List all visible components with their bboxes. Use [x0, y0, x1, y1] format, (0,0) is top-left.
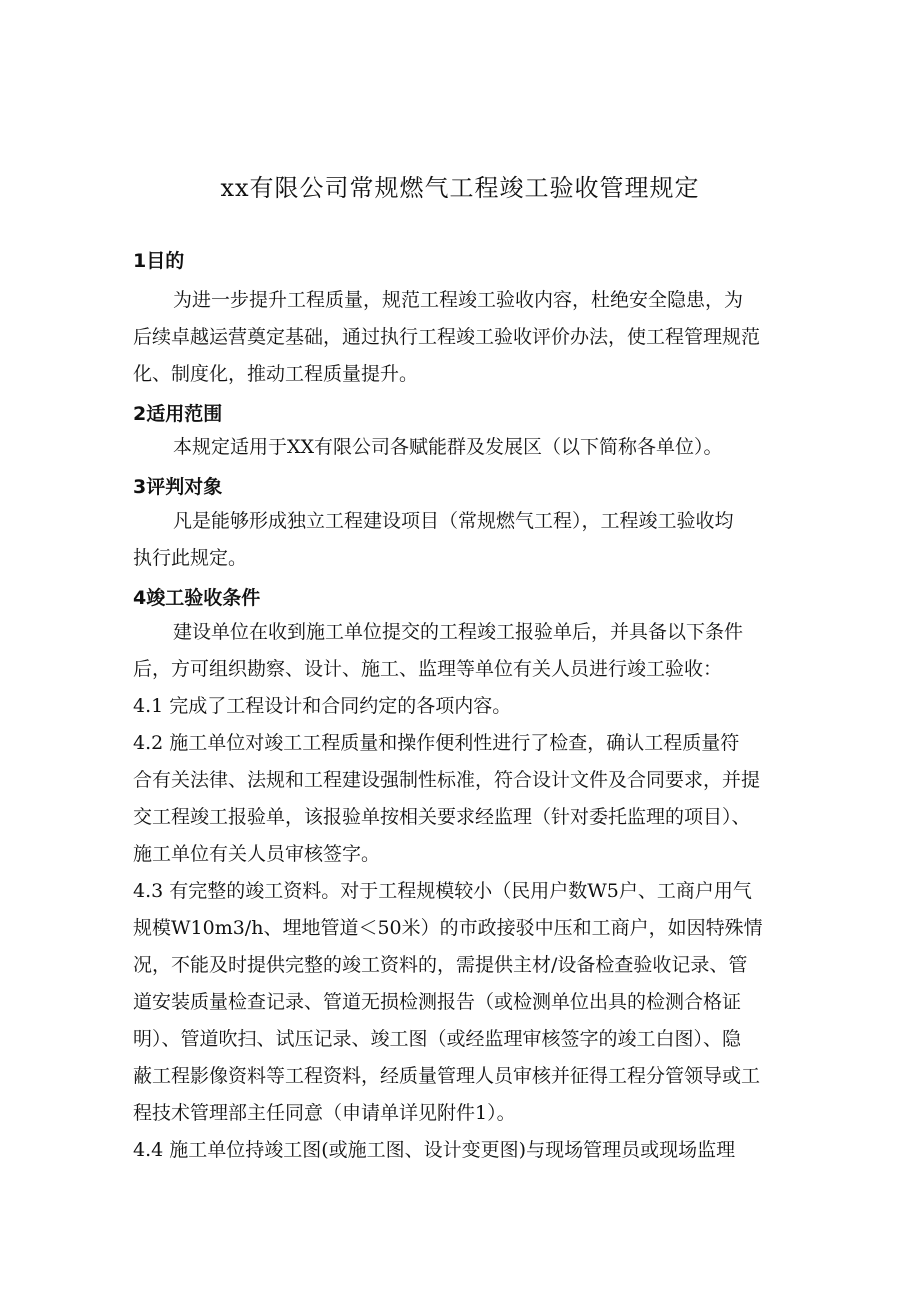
paragraph-line: 交工程竣工报验单，该报验单按相关要求经监理（针对委托监理的项目）、: [133, 806, 751, 828]
paragraph-line: 施工单位有关人员审核签字。: [133, 843, 381, 865]
paragraph-line: 执行此规定。: [133, 547, 248, 569]
section-body-subject: [133, 503, 793, 577]
paragraph-line: 明）、管道吹扫、试压记录、竣工图（或经监理审核签字的竣工白图）、隐: [133, 1028, 742, 1050]
paragraph-line: 后，方可组织勘察、设计、施工、监理等单位有关人员进行竣工验收：: [133, 658, 723, 680]
paragraph-line: 合有关法律、法规和工程建设强制性标准，符合设计文件及合同要求，并提: [133, 769, 761, 791]
paragraph-line: 蔽工程影像资料等工程资料，经质量管理人员审核并征得工程分管领导或工: [133, 1065, 761, 1087]
section-body-scope: [133, 429, 793, 466]
section-heading-scope: 2适用范围: [133, 403, 223, 425]
paragraph-line: 况，不能及时提供完整的竣工资料的，需提供主材/设备检查验收记录、管: [133, 954, 748, 976]
paragraph-line: 后续卓越运营奠定基础，通过执行工程竣工验收评价办法，使工程管理规范: [133, 326, 761, 348]
clause-4-4: 4.4 施工单位持竣工图(或施工图、设计变更图)与现场管理员或现场监理: [133, 1139, 736, 1161]
clause-4-3: 4.3 有完整的竣工资料。对于工程规模较小（民用户数W5户、工商户用气: [133, 880, 752, 902]
paragraph-line: 规模W10m3/h、埋地管道＜50米）的市政接驳中压和工商户，如因特殊情: [133, 917, 763, 939]
paragraph-line: 程技术管理部主任同意（申请单详见附件1）。: [133, 1102, 516, 1124]
clause-4-2: 4.2 施工单位对竣工工程质量和操作便利性进行了检查，确认工程质量符: [133, 732, 740, 754]
section-heading-subject: 3评判对象: [133, 476, 223, 498]
paragraph-line: 道安装质量检查记录、管道无损检测报告（或检测单位出具的检测合格证: [133, 991, 742, 1013]
section-body-purpose: [133, 282, 793, 393]
paragraph-line: 为进一步提升工程质量，规范工程竣工验收内容，杜绝安全隐患，为: [173, 289, 744, 311]
paragraph-line: 化、制度化，推动工程质量提升。: [133, 363, 419, 385]
section-heading-conditions: 4竣工验收条件: [133, 587, 261, 609]
paragraph-line: 建设单位在收到施工单位提交的工程竣工报验单后，并具备以下条件: [173, 621, 744, 643]
document-title: xx有限公司常规燃气工程竣工验收管理规定: [220, 174, 700, 202]
paragraph-line: 凡是能够形成独立工程建设项目（常规燃气工程），工程竣工验收均: [173, 510, 734, 532]
section-body-conditions: [133, 614, 793, 1169]
clause-4-1: 4.1 完成了工程设计和合同约定的各项内容。: [133, 695, 512, 717]
section-heading-purpose: 1目的: [133, 250, 185, 272]
paragraph-line: 本规定适用于XX有限公司各赋能群及发展区（以下简称各单位）。: [173, 436, 723, 458]
